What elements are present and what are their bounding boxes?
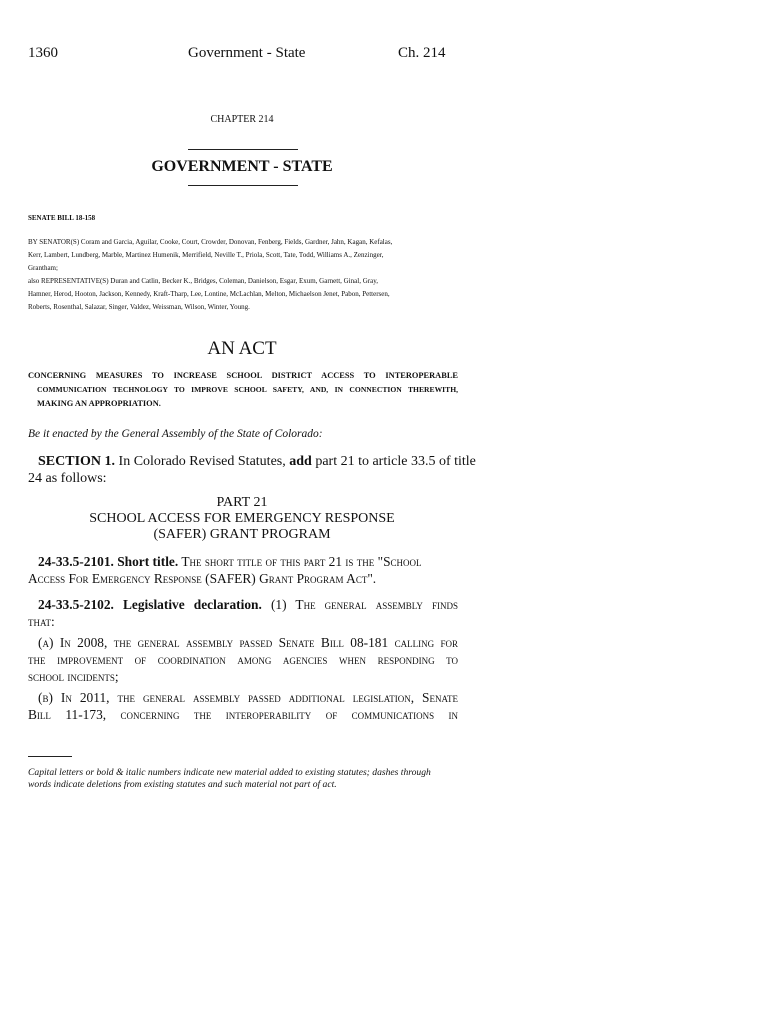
footnote — [28, 767, 468, 791]
paragraph-b-line: Bill 11-173, concerning the interoperability of communications in — [28, 707, 458, 722]
sponsor-line: BY SENATOR(S) Coram and Garcia, Aguilar, Cooke, Court, Crowder, Donovan, Fenberg, Fields, Gardner, Jahn, Kagan, Kefalas, — [28, 238, 393, 246]
page-number: 1360 — [28, 45, 58, 61]
chapter-title: GOVERNMENT - STATE — [151, 158, 333, 175]
sponsor-line: Grantham; — [28, 264, 58, 272]
sponsor-line: Kerr, Lambert, Lundberg, Marble, Martinez Humenik, Merrifield, Neville T., Priola, Scott, Tate, Todd, Williams A., Zenzinger, — [28, 251, 384, 259]
chapter-reference: Ch. 214 — [398, 45, 446, 61]
section-1-label: SECTION 1. — [38, 454, 116, 469]
concerning-line: COMMUNICATION TECHNOLOGY TO IMPROVE SCHOOL SAFETY, AND, IN CONNECTION THEREWITH, — [37, 385, 458, 394]
section-2101-line: 24-33.5-2101. Short title. The short title of this part 21 is the "School — [38, 554, 422, 569]
chapter-rule-top — [188, 149, 298, 150]
concerning-line: MAKING AN APPROPRIATION. — [37, 399, 161, 408]
chapter-label: CHAPTER 214 — [210, 114, 274, 125]
paragraph-b-line: (b) In 2011, the general assembly passed additional legislation, Senate — [38, 690, 458, 705]
footnote-line: Capital letters or bold & italic numbers indicate new material added to existing statutes; dashes through — [28, 767, 431, 778]
section-1-line: SECTION 1. In Colorado Revised Statutes, add part 21 to article 33.5 of title — [38, 454, 476, 469]
section-1-line: 24 as follows: — [28, 471, 107, 486]
part-title-line: SCHOOL ACCESS FOR EMERGENCY RESPONSE — [89, 511, 395, 526]
add-keyword: add — [289, 454, 312, 469]
section-2101-label: 24-33.5-2101. Short title. — [38, 554, 179, 569]
part-heading — [0, 495, 484, 543]
section-2102-line: 24-33.5-2102. Legislative declaration. (1) The general assembly finds — [38, 597, 458, 612]
paragraph-b — [28, 689, 458, 723]
concerning-line: CONCERNING MEASURES TO INCREASE SCHOOL DISTRICT ACCESS TO INTEROPERABLE — [28, 371, 458, 380]
section-2102-label: 24-33.5-2102. Legislative declaration. — [38, 597, 262, 612]
section-2102-line: that: — [28, 614, 55, 629]
paragraph-a-line: (a) In 2008, the general assembly passed Senate Bill 08-181 calling for — [38, 635, 458, 650]
section-1 — [28, 453, 476, 487]
section-2102 — [28, 596, 458, 630]
bill-number: SENATE BILL 18-158 — [28, 214, 96, 222]
sponsor-line: Hamner, Herod, Hooton, Jackson, Kennedy, Kraft-Tharp, Lee, Lontine, McLachlan, Melton, Michaelson Jenet, Pabon, Pettersen, — [28, 290, 390, 298]
senate-sponsors — [28, 236, 468, 275]
paragraph-a — [28, 634, 458, 685]
chapter-rule-bottom — [188, 185, 298, 186]
part-title-line: (SAFER) GRANT PROGRAM — [153, 527, 331, 542]
footnote-line: words indicate deletions from existing statutes and such material not part of act. — [28, 779, 337, 790]
section-2101 — [28, 553, 458, 587]
enacting-clause: Be it enacted by the General Assembly of the State of Colorado: — [28, 428, 323, 440]
act-concerning — [28, 369, 458, 411]
paragraph-a-line: school incidents; — [28, 669, 119, 684]
house-sponsors — [28, 275, 468, 314]
act-heading: AN ACT — [207, 338, 277, 359]
section-2101-line: Access For Emergency Response (SAFER) Grant Program Act". — [28, 571, 377, 586]
part-number: PART 21 — [216, 495, 268, 510]
running-title: Government - State — [188, 45, 306, 61]
sponsor-line: also REPRESENTATIVE(S) Duran and Catlin, Becker K., Bridges, Coleman, Danielson, Esgar, Exum, Garnett, Ginal, Gray, — [28, 277, 378, 285]
footnote-rule — [28, 756, 72, 757]
sponsor-line: Roberts, Rosenthal, Salazar, Singer, Valdez, Weissman, Wilson, Winter, Young. — [28, 303, 250, 311]
paragraph-a-line: the improvement of coordination among agencies when responding to — [28, 652, 458, 667]
